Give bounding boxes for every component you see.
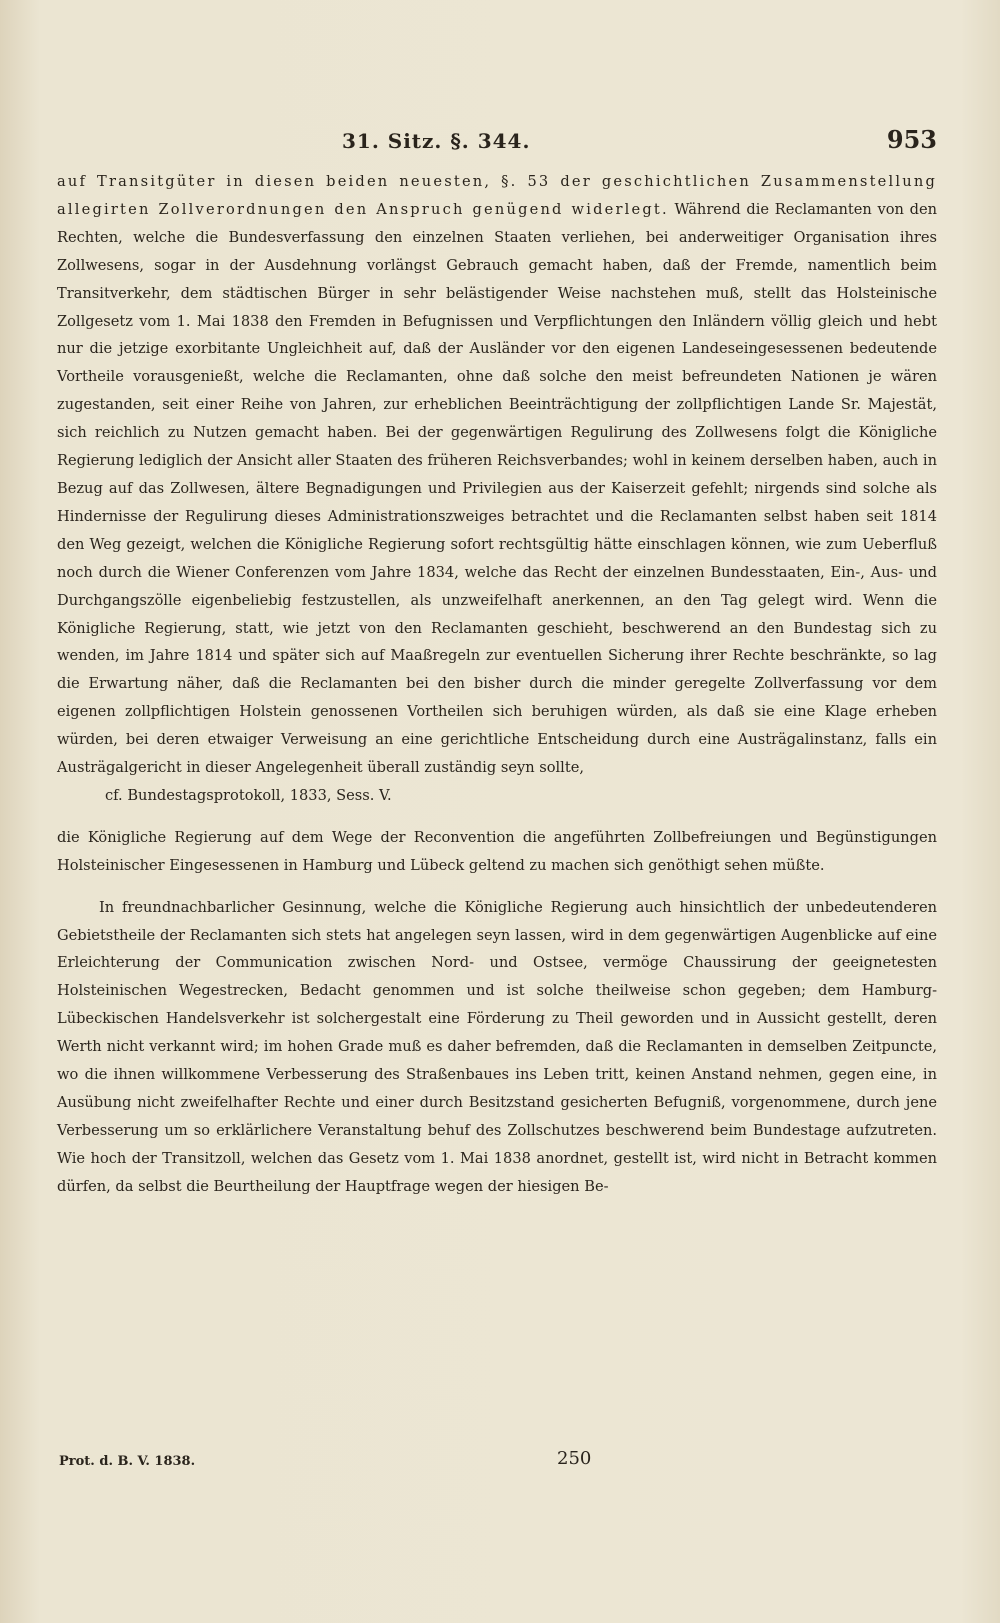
page-number: 953 xyxy=(886,125,937,154)
citation: cf. Bundestagsprotokoll, 1833, Sess. V. xyxy=(105,786,392,804)
page-header xyxy=(57,125,937,165)
paragraph-gap xyxy=(57,810,937,824)
sheet-number: 250 xyxy=(557,1448,592,1469)
running-head: 31. Sitz. §. 344. xyxy=(342,129,531,153)
paragraph-1-rest: Während die Reclamanten von den Rechten, welche die Bundesverfassung den einzelnen Staaten verliehen, bei anderweitiger Organisation ihres Zollwesens, sogar in der Ausdehnung vorlängst Gebrauch gemacht haben, daß der Fremde, namentlich beim Transitverkehr, dem städtischen Bürger in sehr belästigender Weise nachstehen muß, stellt das Holsteinische Zollgesetz vom 1. Mai 1838 den Fremden in Befugnissen und Verpflichtungen den Inländern völlig gleich und hebt nur die jetzige exorbitante Ungleichheit auf, daß der Ausländer vor den eigenen Landeseingesessenen bedeutende Vortheile vorausgenießt, welche die Reclamanten, ohne daß solche den meist befreundeten Nationen je wären zugestanden, seit einer Reihe von Jahren, zur erheblichen Beeinträchtigung der zollpflichtigen Lande Sr. Majestät, sich reichlich zu Nutzen gemacht haben. Bei der gegenwärtigen Regulirung des Zollwesens folgt die Königliche Regierung lediglich der Ansicht aller Staaten des früheren Reichsverbandes; wohl in keinem derselben haben, auch in Bezug auf das Zollwesen, ältere Begnadigungen und Privilegien aus der Kaiserzeit gefehlt; nirgends sind solche als Hindernisse der Regulirung dieses Administrationszweiges betrachtet und die Reclamanten selbst haben seit 1814 den Weg gezeigt, welchen die Königliche Regierung sofort rechtsgültig hätte einschlagen können, wie zum Ueberfluß noch durch die Wiener Conferenzen vom Jahre 1834, welche das Recht der einzelnen Bundesstaaten, Ein-, Aus- und Durchgangszölle eigenbeliebig festzustellen, als unzweifelhaft anerkennen, an den Tag gelegt wird. Wenn die Königliche Regierung, statt, wie jetzt von den Reclamanten geschieht, beschwerend an den Bundestag sich zu wenden, im Jahre 1814 und später sich auf Maaßregeln zur eventuellen Sicherung ihrer Rechte beschränkte, so lag die Erwartung näher, daß die Reclamanten bei den bisher durch die minder geregelte Zollverfassung vor dem eigenen zollpflichtigen Holstein genossenen Vortheilen sich beruhigen würden, als daß sie eine Klage erheben würden, bei deren etwaiger Verweisung an eine gerichtliche Entscheidung durch eine Austrägalinstanz, falls ein Austrägalgericht in dieser Angelegenheit überall zuständig seyn sollte, xyxy=(57,200,937,777)
spaced-emphasis: auf Transitgüter in diesen beiden neuesten, §. 53 der geschichtlichen Zusammenstellung allegirten Zollverordnungen den Anspruch genügend widerlegt. xyxy=(57,173,937,218)
paragraph-3: In freundnachbarlicher Gesinnung, welche die Königliche Regierung auch hinsichtlich der unbedeutenderen Gebietstheile der Reclamanten sich stets hat angelegen seyn lassen, wird in dem gegenwärtigen Augenblicke auf eine Erleichterung der Communication zwischen Nord- und Ostsee, vermöge Chaussirung der geeignetesten Holsteinischen Wegestrecken, Bedacht genommen und ist solche theilweise schon gegeben; dem Hamburg-Lübeckischen Handelsverkehr ist solchergestalt eine Förderung zu Theil geworden und in Aussicht gestellt, deren Werth nicht verkannt wird; im hohen Grade muß es daher befremden, daß die Reclamanten in demselben Zeitpuncte, wo die ihnen willkommene Verbesserung des Straßenbaues ins Leben tritt, keinen Anstand nehmen, gegen eine, in Ausübung nicht zweifelhafter Rechte und einer durch Besitzstand gesicherten Befugniß, vorgenommene, durch jene Verbesserung um so erklärlichere Veranstaltung behuf des Zollschutzes beschwerend beim Bundestage aufzutreten. Wie hoch der Transitzoll, welchen das Gesetz vom 1. Mai 1838 anordnet, gestellt ist, wird nicht in Betracht kommen dürfen, da selbst die Beurtheilung der Hauptfrage wegen der hiesigen Be- xyxy=(57,898,937,1195)
page-footer xyxy=(57,1448,937,1478)
paragraph-gap xyxy=(57,880,937,894)
body-text xyxy=(57,168,937,1201)
paragraph-2: die Königliche Regierung auf dem Wege der Reconvention die angeführten Zollbefreiungen und Begünstigungen Holsteinischer Eingesessenen in Hamburg und Lübeck geltend zu machen sich genöthigt sehen müßte. xyxy=(57,828,937,874)
paragraph-1 xyxy=(57,168,937,782)
printer-signature: Prot. d. B. V. 1838. xyxy=(59,1454,196,1469)
